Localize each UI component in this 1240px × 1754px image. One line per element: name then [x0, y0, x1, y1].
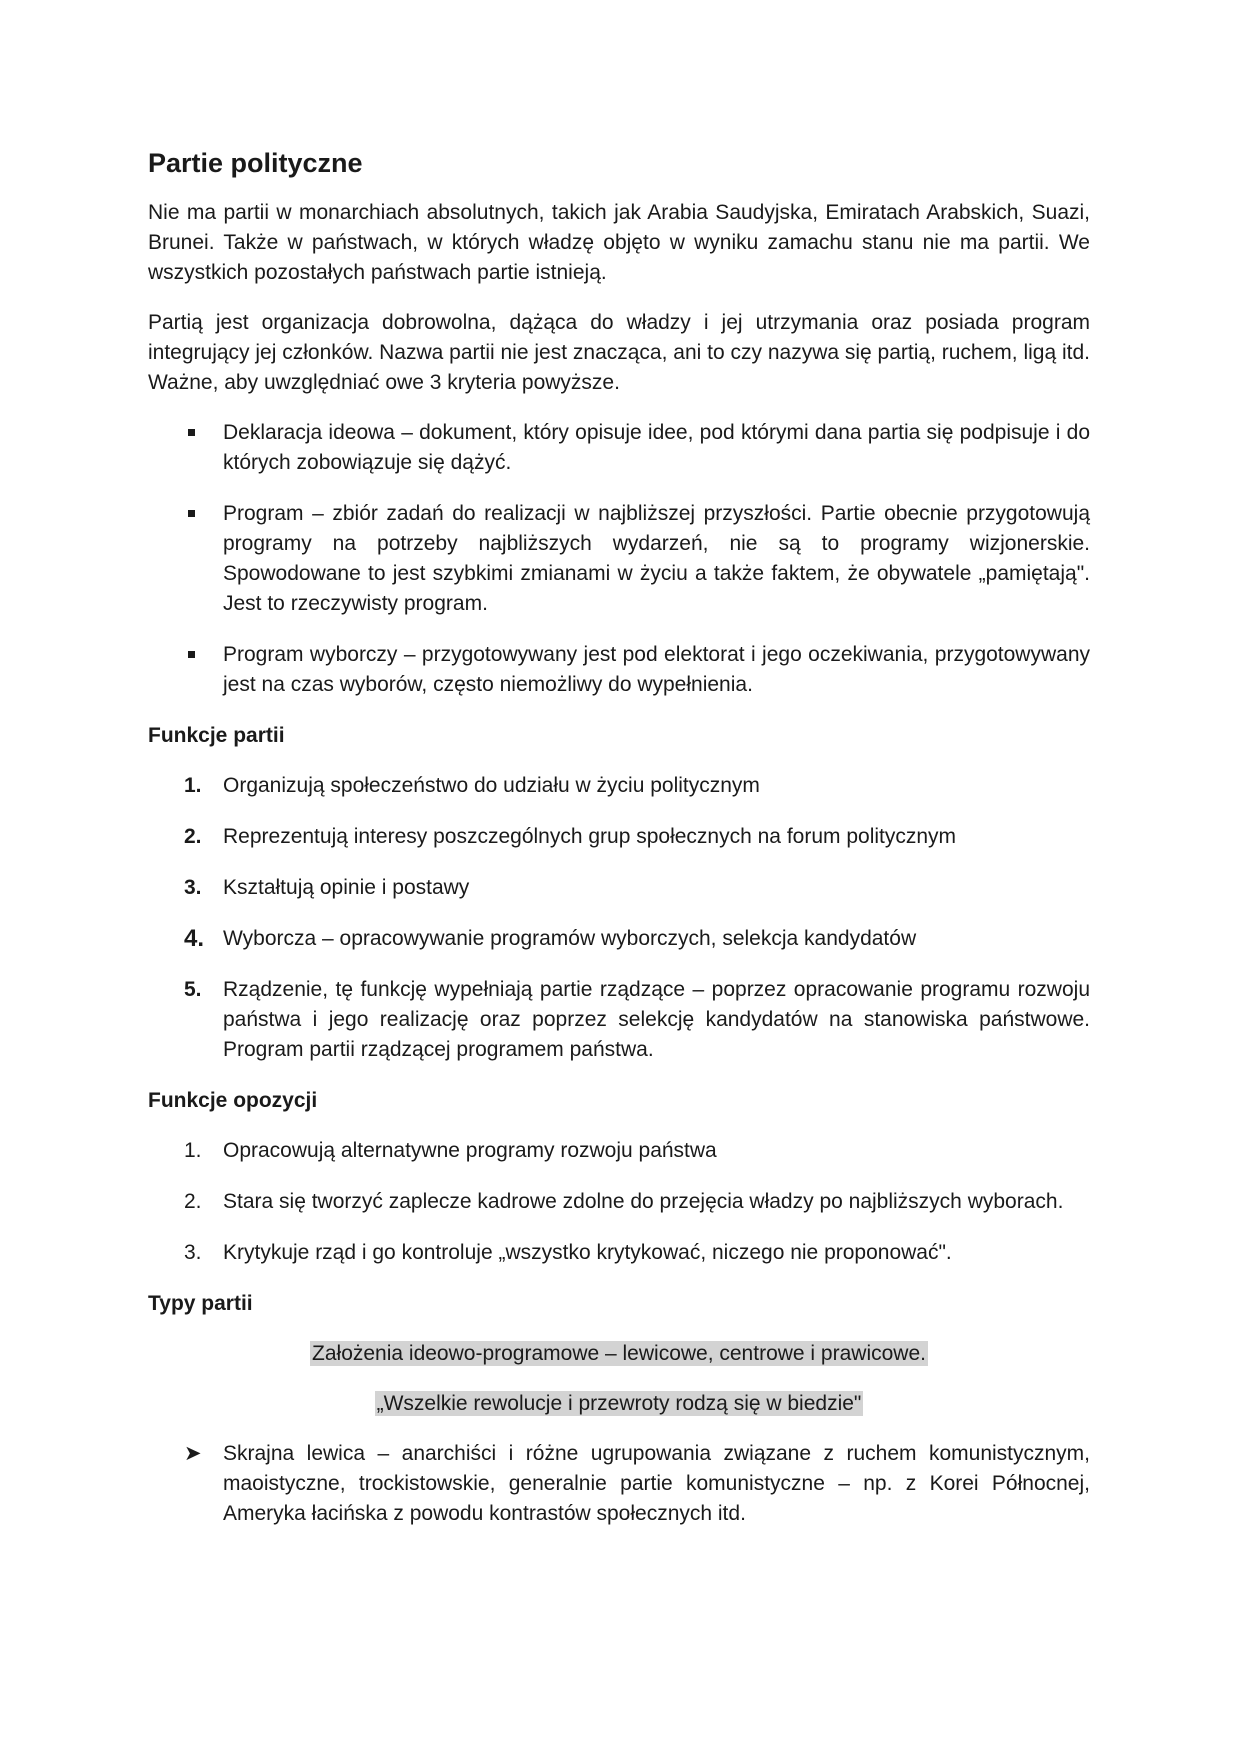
- document-content: [148, 146, 1090, 1529]
- list-item: 2. Reprezentują interesy poszczególnych grup społecznych na forum politycznym: [148, 822, 1090, 852]
- intro-paragraph-1: Nie ma partii w monarchiach absolutnych, takich jak Arabia Saudyjska, Emiratach Arabskich, Suazi, Brunei. Także w państwach, w których władzę objęto w wyniku zamachu stanu nie ma partii. We wszystkich pozostałych państwach partie istnieją.: [148, 201, 1090, 284]
- list-number: 2.: [184, 825, 202, 848]
- bullet-square-icon: [188, 651, 195, 658]
- list-number: 1.: [184, 1139, 202, 1162]
- criteria-item: Program – zbiór zadań do realizacji w najbliższej przyszłości. Partie obecnie przygotowują programy na potrzeby najbliższych wydarzeń, nie są to programy wizjonerskie. Spowodowane to jest szybkimi zmianami w życiu a także faktem, że obywatele „pamiętają". Jest to rzeczywisty program.: [148, 499, 1090, 619]
- list-number: 2.: [184, 1190, 202, 1213]
- party-functions-list: [148, 771, 1090, 1065]
- list-item: ➤ Skrajna lewica – anarchiści i różne ugrupowania związane z ruchem komunistycznym, maoistyczne, trockistowskie, generalnie partie komunistyczne – np. z Korei Północnej, Ameryka łacińska z powodu kontrastów społecznych itd.: [148, 1439, 1090, 1529]
- arrow-bullet-icon: ➤: [184, 1442, 202, 1465]
- criteria-list: [148, 418, 1090, 700]
- list-number: 1.: [184, 774, 202, 797]
- list-item: 3. Krytykuje rząd i go kontroluje „wszystko krytykować, niczego nie proponować".: [148, 1238, 1090, 1268]
- opposition-functions-list: [148, 1136, 1090, 1268]
- party-types-list: [148, 1439, 1090, 1529]
- page-title: Partie polityczne: [148, 148, 363, 178]
- section-heading-typy-partii: Typy partii: [148, 1292, 253, 1315]
- bullet-square-icon: [188, 510, 195, 517]
- list-item: 4. Wyborcza – opracowywanie programów wyborczych, selekcja kandydatów: [184, 925, 917, 952]
- list-item: 1. Organizują społeczeństwo do udziału w życiu politycznym: [148, 771, 1090, 801]
- criteria-item: Deklaracja ideowa – dokument, który opisuje idee, pod którymi dana partia się podpisuje i do których zobowiązuje się dążyć.: [148, 418, 1090, 478]
- highlight-line-2: „Wszelkie rewolucje i przewroty rodzą się w biedzie": [376, 1392, 862, 1415]
- list-number: 3.: [184, 1241, 202, 1264]
- list-item: 5. Rządzenie, tę funkcję wypełniają partie rządzące – poprzez opracowanie programu rozwoju państwa i jego realizację oraz poprzez selekcję kandydatów na stanowiska państwowe. Program partii rządzącej programem państwa.: [148, 975, 1090, 1065]
- intro-paragraph-2: Partią jest organizacja dobrowolna, dążąca do władzy i jej utrzymania oraz posiada program integrujący jej członków. Nazwa partii nie jest znacząca, ani to czy nazywa się partią, ruchem, ligą itd. Ważne, aby uwzględniać owe 3 kryteria powyższe.: [148, 311, 1090, 394]
- section-heading-funkcje-opozycji: Funkcje opozycji: [148, 1089, 318, 1112]
- section-heading-funkcje-partii: Funkcje partii: [148, 724, 285, 747]
- bullet-square-icon: [188, 429, 195, 436]
- list-number: 3.: [184, 876, 202, 899]
- list-number: 5.: [184, 978, 202, 1001]
- list-number: 4.: [184, 925, 205, 952]
- list-item: 1. Opracowują alternatywne programy rozwoju państwa: [148, 1136, 1090, 1166]
- list-item: 2. Stara się tworzyć zaplecze kadrowe zdolne do przejęcia władzy po najbliższych wyborach.: [148, 1187, 1090, 1217]
- list-item: 3. Kształtują opinie i postawy: [148, 873, 1090, 903]
- highlight-line-1: Założenia ideowo-programowe – lewicowe, centrowe i prawicowe.: [312, 1342, 926, 1365]
- criteria-item: Program wyborczy – przygotowywany jest pod elektorat i jego oczekiwania, przygotowywany jest na czas wyborów, często niemożliwy do wypełnienia.: [148, 640, 1090, 700]
